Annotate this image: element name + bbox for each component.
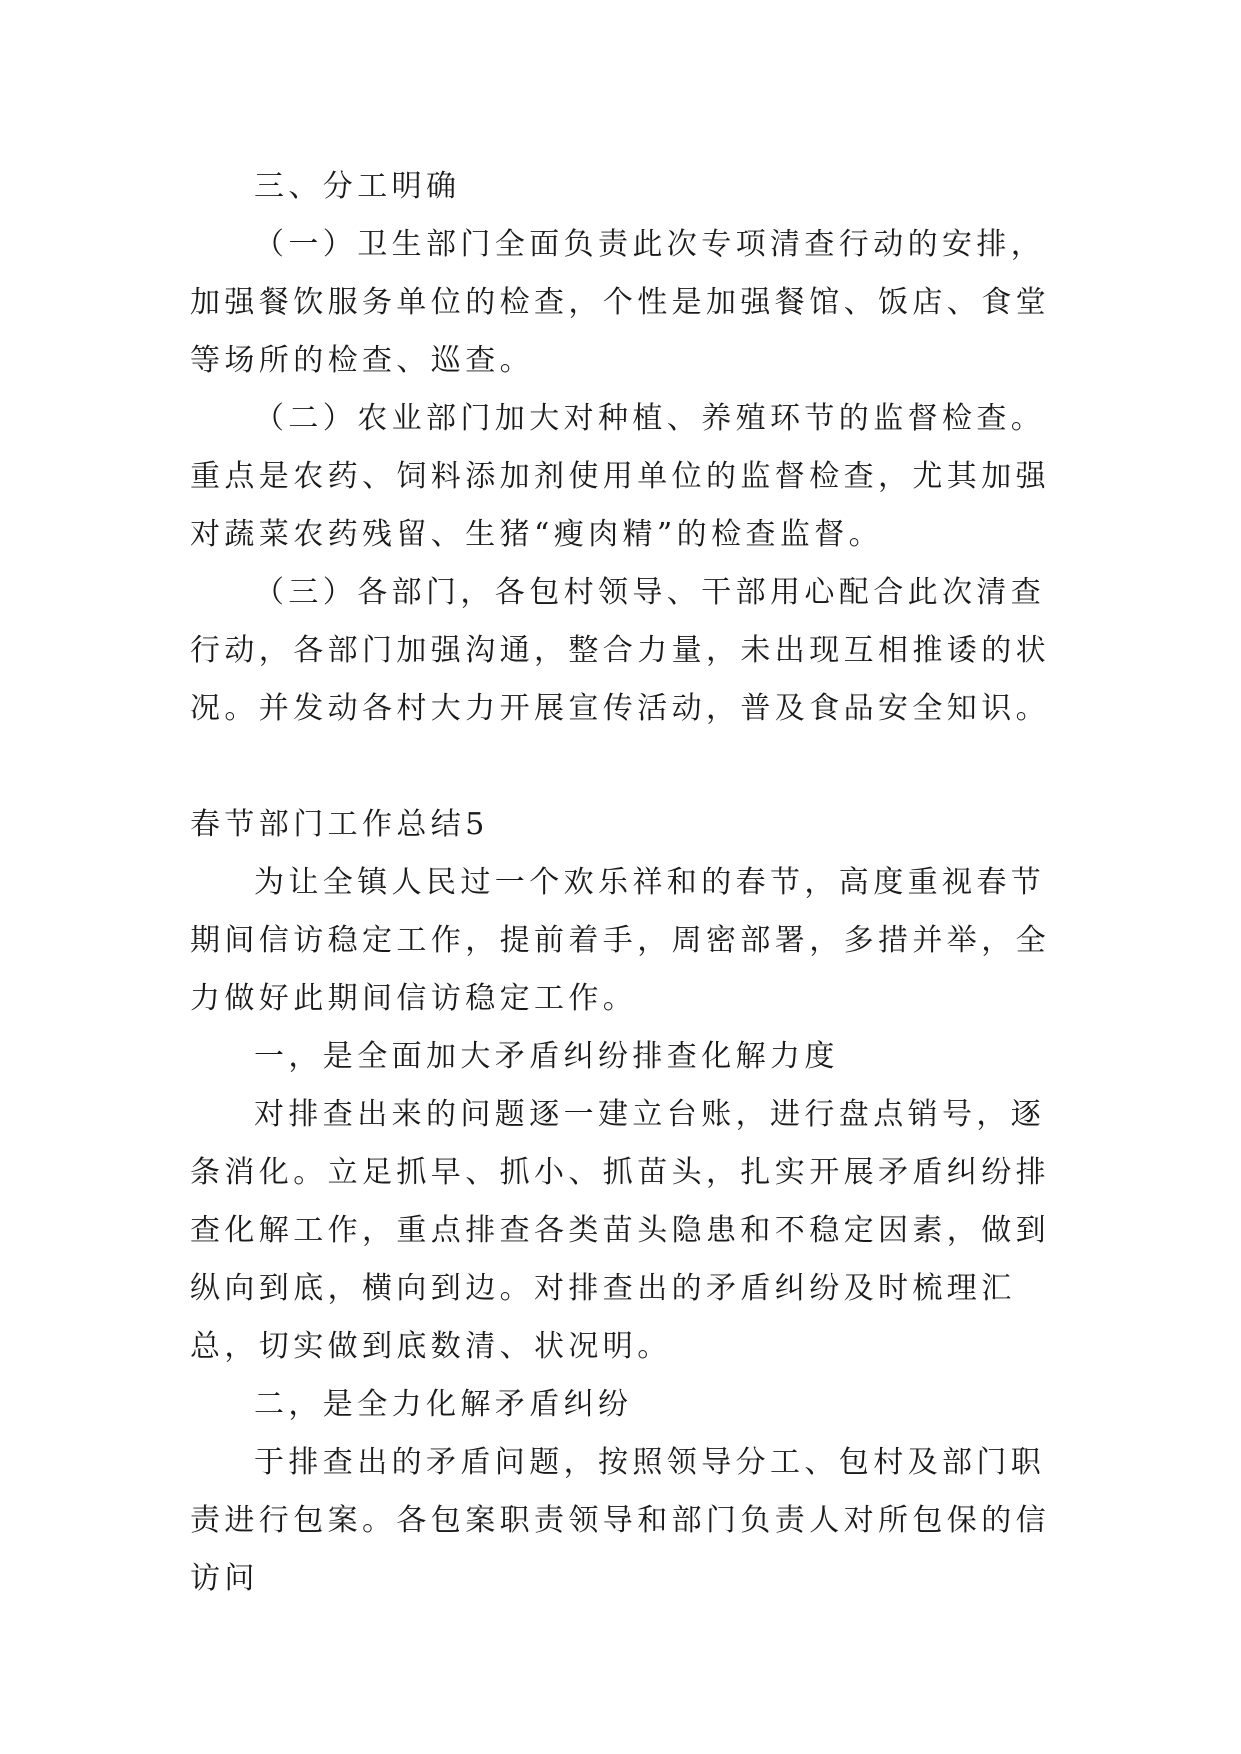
- heading-division-of-labor: 三、分工明确: [254, 169, 461, 204]
- section-title: 春节部门工作总结5: [190, 807, 489, 842]
- heading-point-two: 二，是全力化解矛盾纠纷: [254, 1387, 633, 1422]
- paragraph-point-one: 对排查出来的问题逐一建立台账，进行盘点销号，逐条消化。立足抓早、抓小、抓苗头，扎实开展矛盾纠纷排查化解工作，重点排查各类苗头隐患和不稳定因素，做到纵向到底，横向到边。对排查出的矛盾纠纷及时梳理汇总，切实做到底数清、状况明。: [190, 1097, 1050, 1364]
- document-body: [190, 158, 1056, 1608]
- paragraph-all-depts: （三）各部门，各包村领导、干部用心配合此次清查行动，各部门加强沟通，整合力量，未出现互相推诿的状况。并发动各村大力开展宣传活动，普及食品安全知识。: [190, 575, 1050, 726]
- paragraph-health-dept: （一）卫生部门全面负责此次专项清查行动的安排，加强餐饮服务单位的检查，个性是加强餐馆、饭店、食堂等场所的检查、巡查。: [190, 227, 1050, 378]
- heading-point-one: 一，是全面加大矛盾纠纷排查化解力度: [254, 1039, 839, 1074]
- paragraph-intro: 为让全镇人民过一个欢乐祥和的春节，高度重视春节期间信访稳定工作，提前着手，周密部署，多措并举，全力做好此期间信访稳定工作。: [190, 865, 1050, 1016]
- paragraph-point-two: 于排查出的矛盾问题，按照领导分工、包村及部门职责进行包案。各包案职责领导和部门负责人对所包保的信访问: [190, 1445, 1050, 1596]
- paragraph-agriculture-dept: （二）农业部门加大对种植、养殖环节的监督检查。重点是农药、饲料添加剂使用单位的监督检查，尤其加强对蔬菜农药残留、生猪“瘦肉精”的检查监督。: [190, 401, 1050, 552]
